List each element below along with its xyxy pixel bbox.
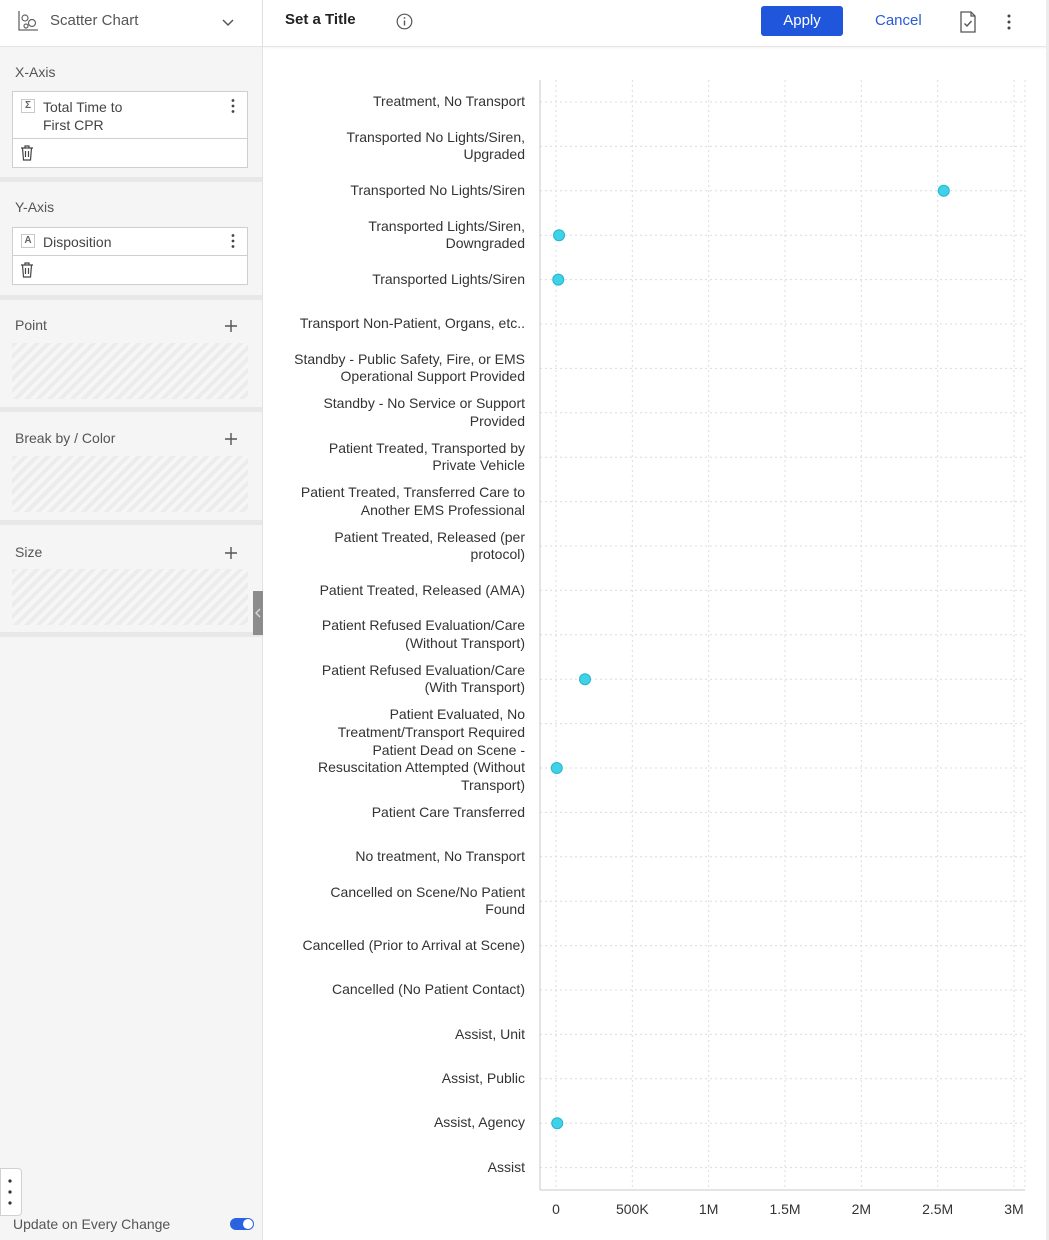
x-tick-label: 2.5M	[922, 1201, 954, 1217]
info-icon[interactable]	[396, 13, 413, 30]
cancel-button[interactable]: Cancel	[875, 12, 922, 29]
scatter-point	[553, 274, 564, 285]
size-title: Size	[15, 544, 43, 560]
y-tick-label: Standby - Public Safety, Fire, or EMS Operational Support Provided	[294, 350, 525, 385]
scatter-point	[551, 763, 562, 774]
y-axis-field-box	[12, 227, 248, 285]
x-tick-label: 2M	[851, 1201, 872, 1217]
break-by-title: Break by / Color	[15, 430, 116, 446]
point-drop-zone[interactable]	[12, 343, 248, 399]
more-vertical-icon[interactable]	[1005, 13, 1013, 31]
add-point-icon[interactable]	[224, 319, 238, 333]
y-tick-label: Cancelled (Prior to Arrival at Scene)	[302, 936, 525, 953]
y-tick-label: Cancelled (No Patient Contact)	[332, 981, 525, 998]
scatter-point	[552, 1118, 563, 1129]
y-tick-label: Assist	[487, 1158, 525, 1175]
text-type-icon: A	[21, 234, 35, 248]
y-axis-field-name: Disposition	[43, 234, 112, 250]
chart-type-selector[interactable]	[0, 0, 262, 47]
x-tick-label: 1M	[698, 1201, 719, 1217]
y-axis-title: Y-Axis	[15, 199, 55, 215]
x-tick-label: 0	[552, 1201, 560, 1217]
panel-menu-button[interactable]	[0, 1168, 22, 1216]
y-tick-label: Transported Lights/Siren, Downgraded	[368, 217, 525, 252]
scatter-point	[580, 674, 591, 685]
x-axis-title: X-Axis	[15, 64, 56, 80]
chart-type-label: Scatter Chart	[50, 12, 139, 29]
y-tick-label: Standby - No Service or Support Provided	[323, 395, 525, 429]
section-divider	[0, 295, 262, 300]
add-break-by-icon[interactable]	[224, 432, 238, 446]
toggle-knob	[243, 1219, 253, 1229]
section-divider	[0, 632, 262, 637]
scatter-point	[938, 185, 949, 196]
y-tick-label: Patient Treated, Transported by Private Vehicle	[328, 439, 525, 474]
break-by-drop-zone[interactable]	[12, 456, 248, 512]
x-tick-label: 3M	[1004, 1201, 1024, 1217]
sum-type-icon: Σ	[21, 99, 35, 113]
section-divider	[0, 177, 262, 182]
x-axis-field[interactable]	[13, 92, 247, 139]
add-size-icon[interactable]	[224, 546, 238, 560]
y-tick-label: Transported Lights/Siren	[372, 270, 525, 287]
x-tick-label: 1.5M	[769, 1201, 801, 1217]
y-tick-label: Treatment, No Transport	[373, 93, 525, 110]
y-tick-label: Patient Treated, Transferred Care to Another EMS Professional	[300, 484, 525, 518]
update-on-change-label: Update on Every Change	[13, 1216, 171, 1232]
x-axis-field-actions	[13, 139, 247, 167]
trash-icon[interactable]	[20, 262, 34, 278]
y-tick-label: Cancelled on Scene/No Patient Found	[330, 883, 525, 918]
scatter-chart-icon	[17, 10, 39, 32]
size-drop-zone[interactable]	[12, 569, 248, 625]
y-tick-label: Assist, Unit	[454, 1025, 525, 1042]
scatter-point	[554, 230, 565, 241]
x-axis-field-box	[12, 91, 248, 168]
apply-button[interactable]: Apply	[761, 6, 843, 36]
chevron-left-icon	[254, 607, 262, 619]
more-vertical-icon[interactable]	[227, 233, 239, 249]
top-toolbar	[263, 0, 1049, 47]
x-tick-label: 500K	[615, 1201, 649, 1217]
y-tick-label: Transport Non-Patient, Organs, etc..	[299, 315, 525, 332]
y-axis-field-actions	[13, 256, 247, 284]
trash-icon[interactable]	[20, 145, 34, 161]
chevron-down-icon[interactable]	[220, 14, 236, 30]
y-tick-label: Transported No Lights/Siren	[350, 182, 525, 199]
y-tick-label: Patient Refused Evaluation/Care (Without Transport)	[321, 617, 525, 651]
y-tick-label: Patient Evaluated, No Treatment/Transport Required	[337, 706, 525, 740]
y-tick-label: Patient Treated, Released (AMA)	[319, 581, 525, 598]
y-tick-label: Patient Care Transferred	[371, 803, 525, 820]
y-tick-label: Patient Refused Evaluation/Care (With Transport)	[321, 661, 525, 696]
x-axis-field-name: Total Time to First CPR	[43, 99, 123, 133]
section-divider	[0, 520, 262, 525]
section-divider	[0, 407, 262, 412]
update-on-change-toggle[interactable]	[230, 1218, 254, 1230]
point-title: Point	[15, 317, 47, 333]
left-panel	[0, 0, 263, 1240]
more-vertical-icon	[1, 1169, 21, 1215]
y-tick-label: Patient Treated, Released (per protocol)	[334, 528, 525, 562]
save-document-icon[interactable]	[959, 11, 977, 33]
more-vertical-icon[interactable]	[227, 98, 239, 114]
y-tick-label: Assist, Public	[441, 1070, 525, 1087]
y-axis-field[interactable]	[13, 228, 247, 256]
y-tick-label: Patient Dead on Scene - Resuscitation Attempted (Without Transport)	[318, 741, 525, 793]
collapse-panel-handle[interactable]	[253, 591, 263, 635]
y-tick-label: Assist, Agency	[433, 1114, 525, 1131]
y-tick-label: Transported No Lights/Siren, Upgraded	[346, 128, 525, 163]
chart-title[interactable]: Set a Title	[285, 11, 356, 28]
y-tick-label: No treatment, No Transport	[355, 848, 525, 865]
